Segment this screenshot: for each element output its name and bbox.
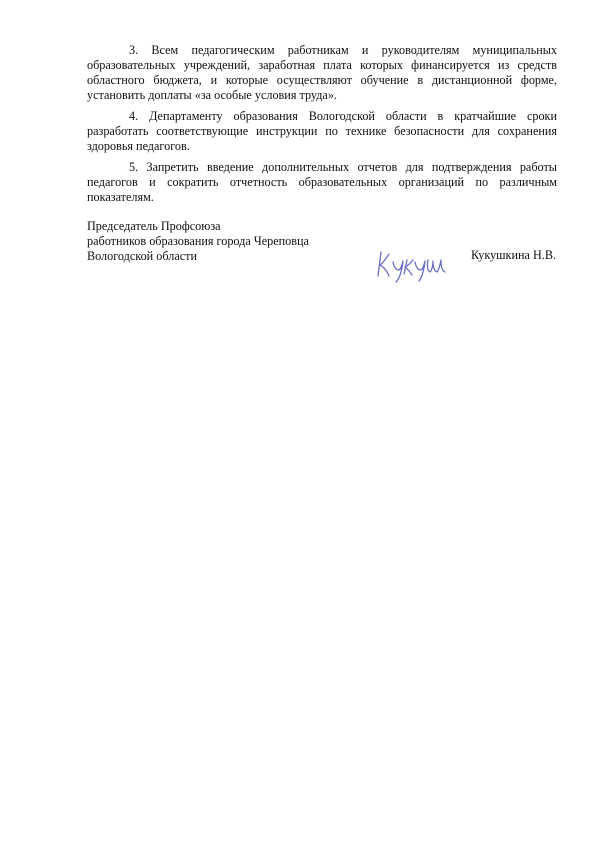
signature-block [87, 219, 562, 289]
signatory-title-line: Председатель Профсоюза [87, 219, 221, 233]
signatory-title-line: Вологодской области [87, 249, 197, 263]
signatory-name: Кукушкина Н.В. [471, 248, 556, 262]
document-body [87, 43, 557, 211]
paragraph-5: 5. Запретить введение дополнительных отчетов для подтверждения работы педагогов и сократить отчетность образовательных организаций по различным показателям. [87, 160, 557, 204]
paragraph-3: 3. Всем педагогическим работникам и руководителям муниципальных образовательных учреждений, заработная плата которых финансируется из средств областного бюджета, и которые осуществляют обучение в дистанционной форме, установить доплаты «за особые условия труда». [87, 43, 557, 102]
paragraph-4: 4. Департаменту образования Вологодской области в кратчайшие сроки разработать соответствующие инструкции по технике безопасности для сохранения здоровья педагогов. [87, 109, 557, 153]
handwritten-signature [375, 240, 447, 284]
signatory-title [87, 219, 309, 264]
signatory-title-line: работников образования города Череповца [87, 234, 309, 248]
